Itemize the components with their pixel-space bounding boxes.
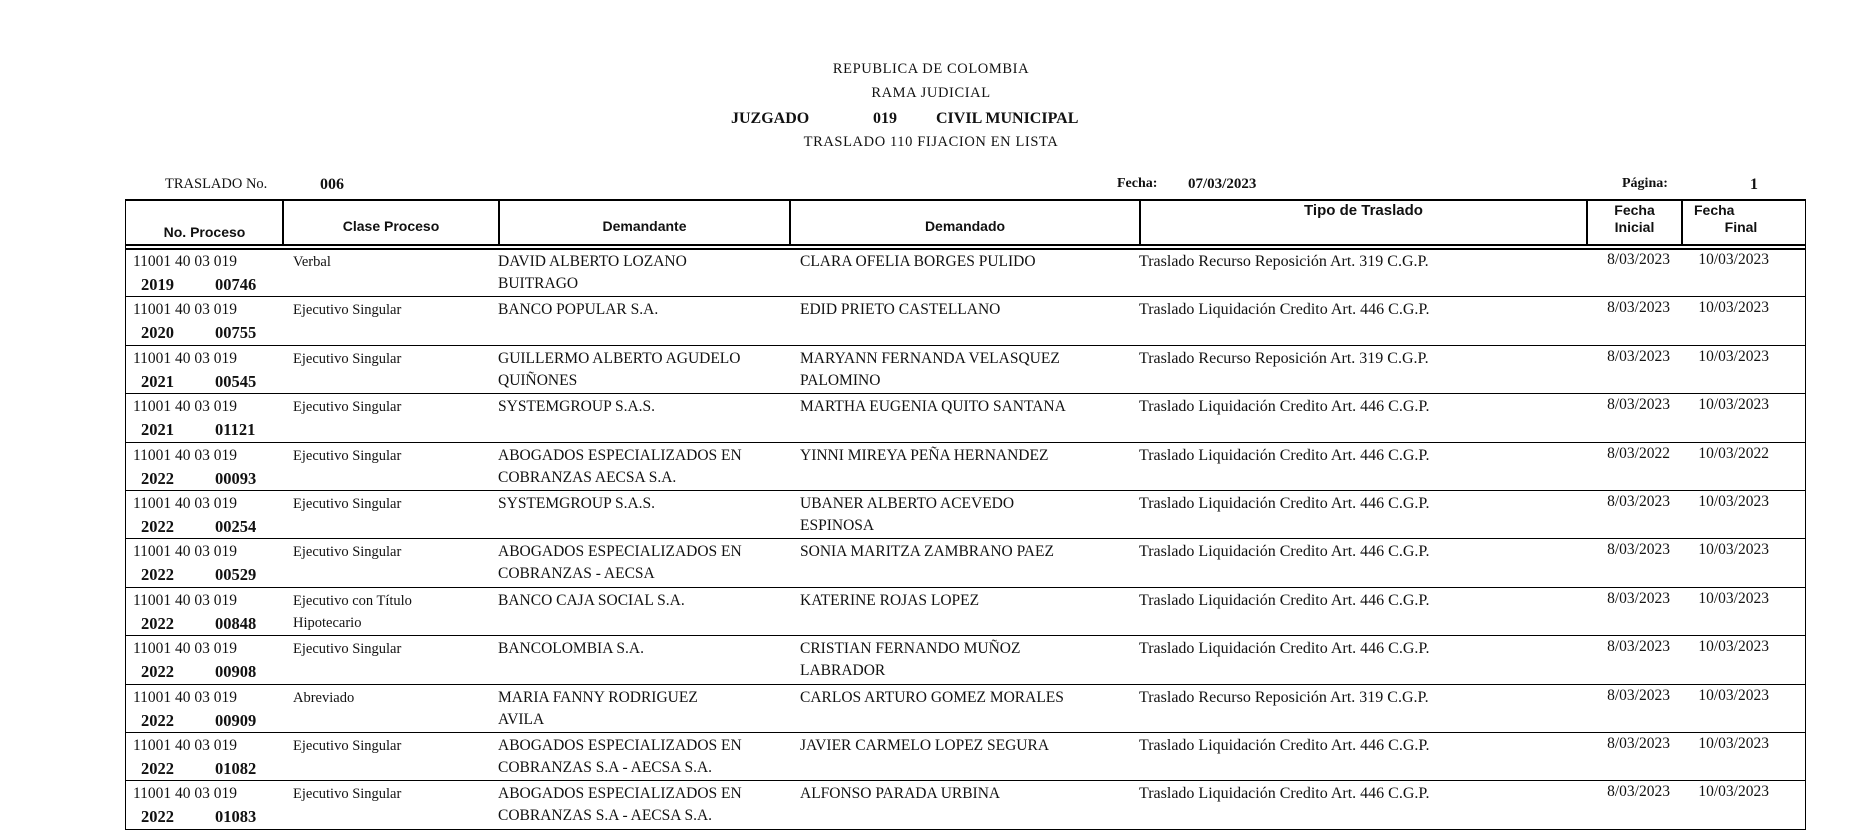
proceso-number: 00909 [215, 710, 257, 730]
header-juzgado-type: CIVIL MUNICIPAL [936, 110, 1079, 127]
clase-proceso: Ejecutivo Singular [293, 350, 402, 367]
fecha-final: 10/03/2023 [1698, 251, 1769, 268]
tipo-traslado: Traslado Liquidación Credito Art. 446 C.G.P. [1139, 737, 1430, 754]
clase-proceso: Ejecutivo Singular [293, 786, 402, 803]
fecha-inicial: 8/03/2023 [1607, 783, 1670, 801]
tipo-traslado: Traslado Liquidación Credito Art. 446 C.G.P. [1139, 591, 1430, 609]
fecha-final: 10/03/2023 [1698, 396, 1769, 414]
proceso-number: 01082 [215, 759, 257, 778]
demandado: MARTHA EUGENIA QUITO SANTANA [800, 398, 1066, 416]
fecha-final: 10/03/2023 [1698, 541, 1769, 559]
proceso-code: 11001 40 03 019 [133, 640, 238, 658]
clase-proceso: Ejecutivo Singular [293, 447, 402, 464]
demandante: BANCOLOMBIA S.A. [498, 640, 644, 658]
clase-proceso: Hipotecario [293, 614, 362, 631]
tipo-traslado: Traslado Liquidación Credito Art. 446 C.G.P. [1139, 301, 1430, 319]
proceso-number: 00746 [215, 275, 257, 294]
row-divider [125, 538, 1806, 539]
demandante: DAVID ALBERTO LOZANO [498, 253, 687, 270]
fecha-final: 10/03/2023 [1698, 686, 1769, 704]
proceso-number: 00848 [215, 613, 257, 633]
demandado: CRISTIAN FERNANDO MUÑOZ [800, 640, 1021, 658]
clase-proceso: Abreviado [293, 689, 355, 706]
demandado: SONIA MARITZA ZAMBRANO PAEZ [800, 543, 1054, 561]
demandante: GUILLERMO ALBERTO AGUDELO [498, 349, 741, 367]
tipo-traslado: Traslado Recurso Reposición Art. 319 C.G.P. [1139, 349, 1429, 367]
header-traslado-lista: TRASLADO 110 FIJACION EN LISTA [803, 134, 1059, 150]
proceso-code: 11001 40 03 019 [133, 543, 238, 561]
proceso-code: 11001 40 03 019 [133, 398, 238, 416]
proceso-code: 11001 40 03 019 [133, 253, 238, 270]
proceso-number: 00755 [215, 323, 257, 343]
fecha-inicial: 8/03/2023 [1607, 638, 1670, 656]
proceso-code: 11001 40 03 019 [133, 349, 238, 367]
row-divider [125, 393, 1806, 394]
fecha-final: 10/03/2023 [1698, 493, 1769, 510]
demandado: CARLOS ARTURO GOMEZ MORALES [800, 688, 1064, 706]
proceso-code: 11001 40 03 019 [133, 737, 238, 754]
demandado: MARYANN FERNANDA VELASQUEZ [800, 349, 1060, 367]
demandante: COBRANZAS - AECSA [498, 565, 655, 583]
fecha-inicial: 8/03/2023 [1607, 299, 1670, 317]
demandante: COBRANZAS S.A - AECSA S.A. [498, 807, 713, 825]
clase-proceso: Ejecutivo Singular [293, 302, 402, 319]
proceso-year: 2022 [141, 710, 174, 730]
fecha-final: 10/03/2023 [1698, 299, 1769, 317]
fecha-inicial: 8/03/2023 [1607, 589, 1670, 607]
demandante: SYSTEMGROUP S.A.S. [498, 495, 656, 512]
proceso-code: 11001 40 03 019 [133, 591, 238, 609]
clase-proceso: Ejecutivo con Título [293, 592, 412, 609]
row-divider [125, 684, 1806, 685]
proceso-year: 2022 [141, 807, 174, 827]
fecha-inicial: 8/03/2023 [1607, 347, 1670, 365]
proceso-number: 00529 [215, 565, 257, 585]
column-header-proceso: No. Proceso [163, 224, 246, 240]
demandado: YINNI MIREYA PEÑA HERNANDEZ [800, 446, 1049, 464]
demandante: QUIÑONES [498, 371, 578, 389]
demandado: JAVIER CARMELO LOPEZ SEGURA [800, 737, 1050, 754]
proceso-code: 11001 40 03 019 [133, 495, 238, 512]
traslado-no-value: 006 [320, 176, 344, 193]
tipo-traslado: Traslado Recurso Reposición Art. 319 C.G.P. [1139, 253, 1429, 270]
proceso-code: 11001 40 03 019 [133, 688, 238, 706]
proceso-number: 00908 [215, 662, 257, 682]
tipo-traslado: Traslado Liquidación Credito Art. 446 C.G.P. [1139, 495, 1430, 512]
header-republica: REPUBLICA DE COLOMBIA [832, 61, 1030, 77]
tipo-traslado: Traslado Liquidación Credito Art. 446 C.G.P. [1139, 640, 1430, 658]
proceso-year: 2022 [141, 613, 174, 633]
demandante: ABOGADOS ESPECIALIZADOS EN [498, 543, 742, 561]
proceso-number: 00254 [215, 517, 257, 536]
demandante: AVILA [498, 710, 545, 728]
proceso-year: 2022 [141, 565, 174, 585]
demandante: ABOGADOS ESPECIALIZADOS EN [498, 737, 742, 754]
column-header-fecha-inicial: Fecha Inicial [1614, 202, 1655, 235]
tipo-traslado: Traslado Liquidación Credito Art. 446 C.G.P. [1139, 785, 1430, 803]
row-divider [125, 635, 1806, 636]
tipo-traslado: Traslado Liquidación Credito Art. 446 C.G.P. [1139, 398, 1430, 416]
fecha-final: 10/03/2022 [1698, 444, 1769, 462]
row-divider [125, 732, 1806, 733]
proceso-code: 11001 40 03 019 [133, 446, 238, 464]
proceso-year: 2022 [141, 662, 174, 682]
fecha-inicial: 8/03/2023 [1607, 396, 1670, 414]
clase-proceso: Ejecutivo Singular [293, 641, 402, 658]
pagina-value: 1 [1750, 176, 1758, 193]
tipo-traslado: Traslado Liquidación Credito Art. 446 C.G.P. [1139, 446, 1430, 464]
column-header-fecha-final: Fecha Final [1694, 202, 1758, 235]
tipo-traslado: Traslado Recurso Reposición Art. 319 C.G.P. [1139, 688, 1429, 706]
row-divider [125, 296, 1806, 297]
clase-proceso: Ejecutivo Singular [293, 544, 402, 561]
clase-proceso: Ejecutivo Singular [293, 399, 402, 416]
header-juzgado-number: 019 [873, 110, 897, 127]
fecha-label: Fecha: [1117, 176, 1158, 191]
proceso-year: 2022 [141, 759, 174, 778]
row-divider [125, 490, 1806, 491]
traslado-no-label: TRASLADO No. [165, 176, 268, 192]
fecha-final: 10/03/2023 [1698, 589, 1769, 607]
clase-proceso: Verbal [293, 254, 331, 270]
proceso-number: 00545 [215, 371, 257, 391]
column-header-clase: Clase Proceso [342, 218, 440, 234]
demandado: EDID PRIETO CASTELLANO [800, 301, 1001, 319]
demandante: COBRANZAS S.A - AECSA S.A. [498, 759, 713, 776]
demandado: CLARA OFELIA BORGES PULIDO [800, 253, 1036, 270]
fecha-final: 10/03/2023 [1698, 735, 1769, 752]
column-header-demandado: Demandado [924, 218, 1006, 234]
fecha-inicial: 8/03/2023 [1607, 735, 1670, 752]
header-juzgado-label: JUZGADO [731, 110, 810, 127]
column-header-demandante: Demandante [602, 218, 687, 234]
proceso-number: 01083 [215, 807, 257, 827]
demandante: BUITRAGO [498, 275, 579, 292]
row-divider [125, 345, 1806, 346]
proceso-year: 2021 [141, 371, 174, 391]
row-divider [125, 780, 1806, 781]
pagina-label: Página: [1622, 176, 1668, 191]
demandado: KATERINE ROJAS LOPEZ [800, 591, 980, 609]
demandante: COBRANZAS AECSA S.A. [498, 468, 677, 486]
fecha-inicial: 8/03/2023 [1607, 493, 1670, 510]
proceso-year: 2019 [141, 275, 174, 294]
fecha-inicial: 8/03/2023 [1607, 251, 1670, 268]
demandante: SYSTEMGROUP S.A.S. [498, 398, 656, 416]
demandante: ABOGADOS ESPECIALIZADOS EN [498, 785, 742, 803]
demandante: BANCO CAJA SOCIAL S.A. [498, 591, 685, 609]
proceso-year: 2022 [141, 517, 174, 536]
demandante: ABOGADOS ESPECIALIZADOS EN [498, 446, 742, 464]
proceso-code: 11001 40 03 019 [133, 785, 238, 803]
demandado: UBANER ALBERTO ACEVEDO [800, 495, 1015, 512]
demandado: LABRADOR [800, 662, 886, 680]
row-divider [125, 442, 1806, 443]
column-header-tipo: Tipo de Traslado [1304, 202, 1423, 219]
row-divider [125, 587, 1806, 588]
fecha-inicial: 8/03/2023 [1607, 686, 1670, 704]
fecha-final: 10/03/2023 [1698, 638, 1769, 656]
proceso-code: 11001 40 03 019 [133, 301, 238, 319]
proceso-year: 2022 [141, 468, 174, 488]
demandado: ALFONSO PARADA URBINA [800, 785, 1001, 803]
fecha-inicial: 8/03/2023 [1607, 541, 1670, 559]
demandado: PALOMINO [800, 371, 881, 389]
demandante: BANCO POPULAR S.A. [498, 301, 659, 319]
proceso-number: 01121 [215, 420, 256, 440]
demandante: MARIA FANNY RODRIGUEZ [498, 688, 698, 706]
tipo-traslado: Traslado Liquidación Credito Art. 446 C.G.P. [1139, 543, 1430, 561]
proceso-year: 2021 [141, 420, 174, 440]
header-rama: RAMA JUDICIAL [871, 85, 991, 101]
proceso-year: 2020 [141, 323, 174, 343]
fecha-final: 10/03/2023 [1698, 347, 1769, 365]
clase-proceso: Ejecutivo Singular [293, 738, 402, 754]
proceso-number: 00093 [215, 468, 257, 488]
clase-proceso: Ejecutivo Singular [293, 496, 402, 512]
fecha-final: 10/03/2023 [1698, 783, 1769, 801]
fecha-value: 07/03/2023 [1188, 176, 1257, 192]
fecha-inicial: 8/03/2022 [1607, 444, 1670, 462]
demandado: ESPINOSA [800, 517, 875, 534]
